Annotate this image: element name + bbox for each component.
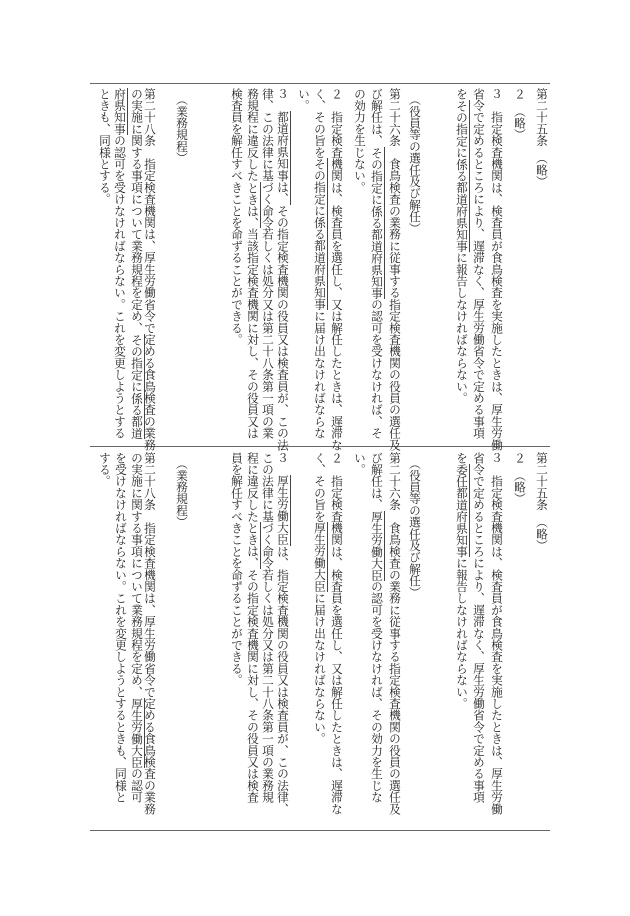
text-segment: その指定検査機関に対し、その役員又は検査 — [246, 569, 260, 804]
text-segment: 員を解任すべきことを命ずることができる。 — [230, 452, 244, 686]
text-segment: （業務規程） — [175, 452, 189, 529]
underlined-text: 都道府県知事は、 — [276, 111, 290, 206]
text-line — [143, 452, 157, 815]
text-line — [246, 452, 260, 803]
text-segment: ３ 指定検査機関は、検査員が食鳥検査を実施したときは、厚生労働 — [490, 88, 504, 451]
text-line — [98, 88, 112, 205]
text-segment: その指定検査機関の役員又は検査員が、この法 — [276, 205, 290, 451]
text-line — [490, 452, 504, 815]
text-line — [143, 88, 157, 451]
text-segment: は、指定検査機関の役員又は検査員が、この法律、 — [276, 545, 290, 815]
text-segment: い。 — [297, 88, 311, 112]
text-segment: の実施に関する事項について業務規程を定め、 — [130, 452, 144, 698]
text-line — [353, 452, 367, 475]
table-middle-rule — [90, 446, 550, 447]
text-segment: ２ 指定検査機関は、検査員を選任し、又は解任したときは、遅滞な — [330, 452, 344, 815]
text-segment: 第二十六条 食鳥検査の業務に従事する指定検査機関の役員の選任及 — [388, 88, 402, 451]
text-segment: （業務規程） — [175, 88, 189, 165]
text-segment: の認可 — [130, 767, 144, 804]
text-segment: を受けなければならない。これを変更しようとするときも、同様と — [114, 452, 128, 803]
text-line — [261, 88, 275, 439]
text-line — [490, 88, 504, 451]
table-top-rule — [90, 83, 550, 84]
text-line — [313, 88, 327, 439]
text-segment: の認可を受けなければ、そ — [370, 298, 384, 440]
text-segment: を — [455, 452, 469, 464]
underlined-text: 厚生労働大臣 — [313, 522, 327, 593]
text-segment: 省令で定めるところにより、遅滞なく、厚生労働省令で定める事項 — [472, 88, 486, 439]
text-line — [113, 88, 127, 439]
text-line — [353, 88, 367, 193]
text-segment: 第二十五条 （略） — [535, 88, 549, 188]
text-line — [230, 88, 244, 345]
text-segment: この法律に基づく命令若しくは処分又は第二十八条第一項の業務規 — [261, 452, 275, 803]
underlined-text: 委任都道府県知事 — [455, 463, 469, 558]
underlined-text: その指定に係る都道 — [130, 333, 144, 440]
text-segment: 程に違反した — [246, 452, 260, 523]
underlined-text: 厚生労働大臣 — [130, 697, 144, 768]
text-line — [330, 452, 344, 815]
text-line — [370, 452, 384, 803]
text-segment: 省令で定めるところにより、遅滞なく、厚生労働省令で定める事項 — [472, 452, 486, 803]
text-segment: する。 — [98, 452, 112, 488]
text-line — [261, 452, 275, 803]
text-line — [535, 452, 549, 551]
text-line — [513, 452, 527, 505]
text-line — [175, 452, 189, 528]
underlined-text: その指定に係る都道府県知事 — [455, 99, 469, 252]
text-segment: の認可を受けなければ、その効力を生じな — [370, 580, 384, 804]
text-segment: に届け出なければならない。 — [313, 592, 327, 745]
text-segment: く、その旨を — [313, 452, 327, 523]
text-segment: 第二十八条 指定検査機関は、厚生労働省令で定める食鳥検査の業務 — [143, 452, 157, 815]
text-segment: （役員等の選任及び解任） — [408, 452, 422, 599]
text-line — [114, 452, 128, 803]
text-segment: を — [455, 88, 469, 100]
text-line — [513, 88, 527, 141]
text-line — [472, 452, 486, 803]
text-segment: ２ （略） — [513, 88, 527, 141]
text-segment: 律、この法律に基づく命令若しくは処分又は第二十八条第一項の業 — [261, 88, 275, 439]
text-line — [388, 452, 402, 815]
text-line — [297, 88, 311, 111]
text-line — [130, 88, 144, 439]
text-segment: ２ （略） — [513, 452, 527, 505]
underlined-text: 厚生労働大臣 — [370, 510, 384, 581]
text-segment: い。 — [353, 452, 367, 476]
text-line — [455, 88, 469, 404]
text-line — [246, 88, 260, 439]
underlined-text: その指定に係る都道府県知事 — [313, 158, 327, 311]
text-line — [535, 88, 549, 187]
text-segment: 第二十五条 （略） — [535, 452, 549, 552]
text-line — [230, 452, 244, 686]
text-line — [408, 452, 422, 598]
underlined-text: 厚生労働大臣 — [276, 475, 290, 546]
text-segment: （役員等の選任及び解任） — [408, 88, 422, 235]
underlined-text: ときは、 — [246, 181, 260, 229]
text-line — [276, 88, 290, 451]
text-segment: ２ 指定検査機関は、検査員を選任し、又は解任したときは、遅滞な — [330, 88, 344, 451]
text-segment: の効力を生じない。 — [353, 88, 367, 194]
text-line — [455, 452, 469, 709]
text-segment: 当該指定検査機関に対し、その役員又は — [246, 228, 260, 440]
text-line — [313, 452, 327, 745]
text-segment: ときも、同様とする。 — [98, 88, 112, 205]
text-segment: び解任は、 — [370, 452, 384, 511]
text-segment: に報告しなければならない。 — [455, 557, 469, 710]
underlined-text: ときは、 — [246, 522, 260, 570]
text-line — [130, 452, 144, 803]
text-segment: に届け出なければならな — [313, 310, 327, 440]
text-segment: く、その旨を — [313, 88, 327, 159]
text-line — [276, 452, 290, 815]
text-segment: の認可を受けなければならない。これを変更しようとする — [113, 134, 127, 440]
text-segment: 務規程に違反した — [246, 88, 260, 182]
text-segment: ３ — [276, 88, 290, 112]
text-segment: の実施に関する事項について業務規程を定め、 — [130, 88, 144, 334]
text-line — [98, 452, 112, 487]
text-segment: 検査員を解任すべきことを命ずることができる。 — [230, 88, 244, 346]
text-line — [330, 88, 344, 451]
text-segment: び解任は、 — [370, 88, 384, 147]
text-segment: 第二十六条 食鳥検査の業務に従事する指定検査機関の役員の選任及 — [388, 452, 402, 815]
text-segment: ３ — [276, 452, 290, 476]
text-segment: ３ 指定検査機関は、検査員が食鳥検査を実施したときは、厚生労働 — [490, 452, 504, 815]
text-line — [472, 88, 486, 439]
text-line — [408, 88, 422, 234]
text-line — [175, 88, 189, 164]
text-segment: に報告しなければならない。 — [455, 251, 469, 404]
text-segment: 第二十八条 指定検査機関は、厚生労働省令で定める食鳥検査の業務 — [143, 88, 157, 451]
underlined-text: その指定に係る都道府県知事 — [370, 146, 384, 299]
underlined-text: 府県知事 — [113, 88, 127, 135]
table-bottom-rule — [90, 830, 550, 831]
text-line — [370, 88, 384, 439]
text-line — [388, 88, 402, 451]
